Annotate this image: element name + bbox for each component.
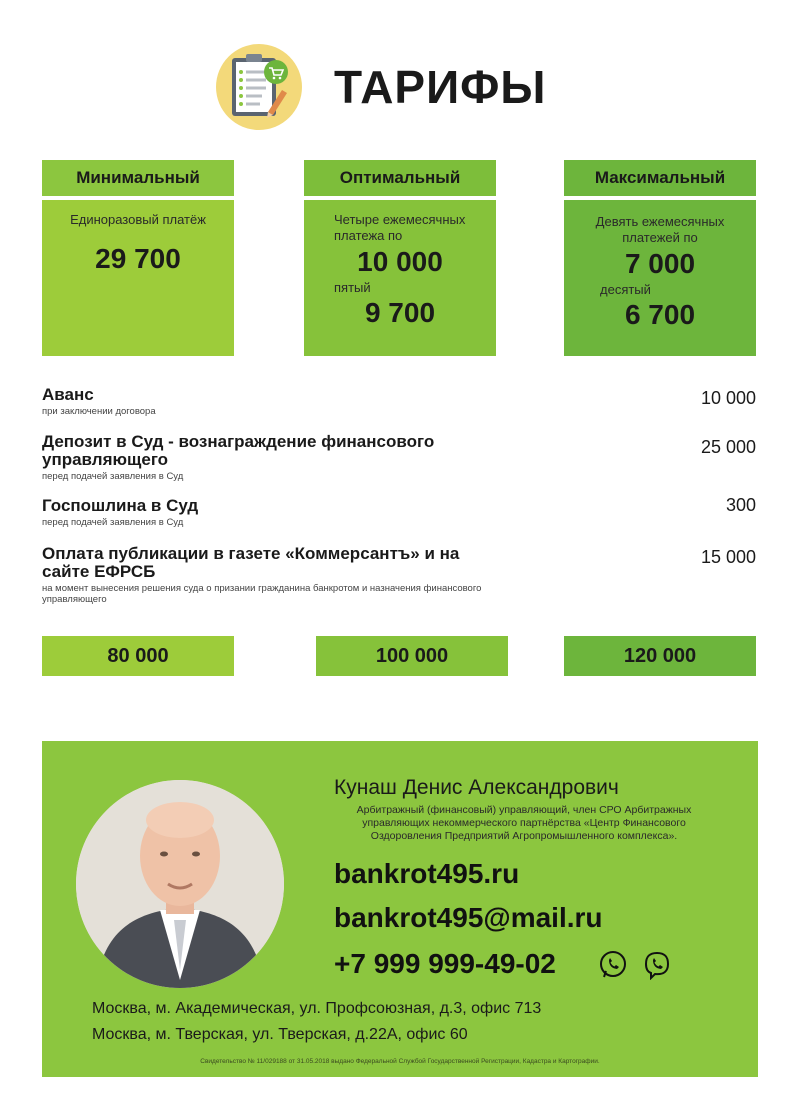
manager-name: Кунаш Денис Александрович <box>334 776 619 799</box>
fee-subtitle: перед подачей заявления в Суд <box>42 517 184 528</box>
plan-line1: Четыре ежемесячных платежа по <box>334 212 466 243</box>
fee-amount: 10 000 <box>700 388 756 408</box>
whatsapp-icon[interactable] <box>598 950 628 985</box>
plan-card-maximal <box>564 160 756 356</box>
plan-name: Минимальный <box>42 160 234 196</box>
fee-row-deposit <box>42 433 758 482</box>
plan-amount1: 10 000 <box>357 246 443 277</box>
total-maximal: 120 000 <box>564 636 756 676</box>
page-title: ТАРИФЫ <box>334 61 547 113</box>
fee-title: Госпошлина в Суд <box>42 496 199 515</box>
fee-row-state-duty <box>42 497 758 528</box>
plan-line2: десятый <box>600 282 651 297</box>
plan-name: Максимальный <box>564 160 756 196</box>
fee-title: Депозит в Суд - вознаграждение финансового управляющего <box>42 432 435 469</box>
plan-body <box>304 200 496 356</box>
plan-body <box>564 200 756 356</box>
manager-photo <box>76 780 284 988</box>
total-optimal: 100 000 <box>316 636 508 676</box>
manager-role: Арбитражный (финансовый) управляющий, член СРО Арбитражных управляющих некоммерческого партнёрства «Центр Финансового Оздоровления Предприятий Агропромышленного комплекса». <box>356 804 692 842</box>
certificate-note: Свидетельство № 11/029188 от 31.05.2018 выдано Федеральной Службой Государственной Регистрации, Кадастра и Картографии. <box>200 1058 600 1065</box>
plan-body <box>42 200 234 356</box>
fee-row-advance <box>42 386 758 417</box>
viber-icon[interactable] <box>642 950 672 985</box>
fee-row-publication <box>42 545 758 605</box>
plan-amount2: 9 700 <box>364 297 436 328</box>
fee-amount: 25 000 <box>700 437 756 457</box>
plan-amount2: 6 700 <box>624 299 696 330</box>
fee-amount: 15 000 <box>700 547 756 567</box>
plan-amount1: 7 000 <box>624 248 696 279</box>
person-portrait-icon <box>76 780 284 988</box>
plan-card-optimal <box>304 160 496 356</box>
checklist-cart-icon <box>216 44 302 130</box>
website-link[interactable]: bankrot495.ru <box>334 858 520 889</box>
fee-title: Оплата публикации в газете «Коммерсантъ» и на сайте ЕФРСБ <box>42 544 460 581</box>
plan-line1: Единоразовый платёж <box>70 212 206 227</box>
total-minimal: 80 000 <box>42 636 234 676</box>
address-line: Москва, м. Тверская, ул. Тверская, д.22А, офис 60 <box>92 1026 468 1043</box>
plan-name: Оптимальный <box>304 160 496 196</box>
fee-subtitle: перед подачей заявления в Суд <box>42 471 184 482</box>
address-line: Москва, м. Академическая, ул. Профсоюзная, д.3, офис 713 <box>92 1000 542 1017</box>
fee-title: Аванс <box>42 385 94 404</box>
plan-line2: пятый <box>334 280 371 295</box>
fee-subtitle: на момент вынесения решения суда о призании гражданина банкротом и назначения финансового управляющего <box>42 583 482 605</box>
fee-subtitle: при заключении договора <box>42 406 156 417</box>
email-link[interactable]: bankrot495@mail.ru <box>334 902 603 933</box>
plan-amount1: 29 700 <box>95 243 181 274</box>
fee-amount: 300 <box>725 495 756 515</box>
logo-badge <box>216 44 302 130</box>
phone-link[interactable]: +7 999 999-49-02 <box>334 948 556 979</box>
plan-card-minimal <box>42 160 234 356</box>
plan-line1: Девять ежемесячных платежей по <box>595 214 725 245</box>
